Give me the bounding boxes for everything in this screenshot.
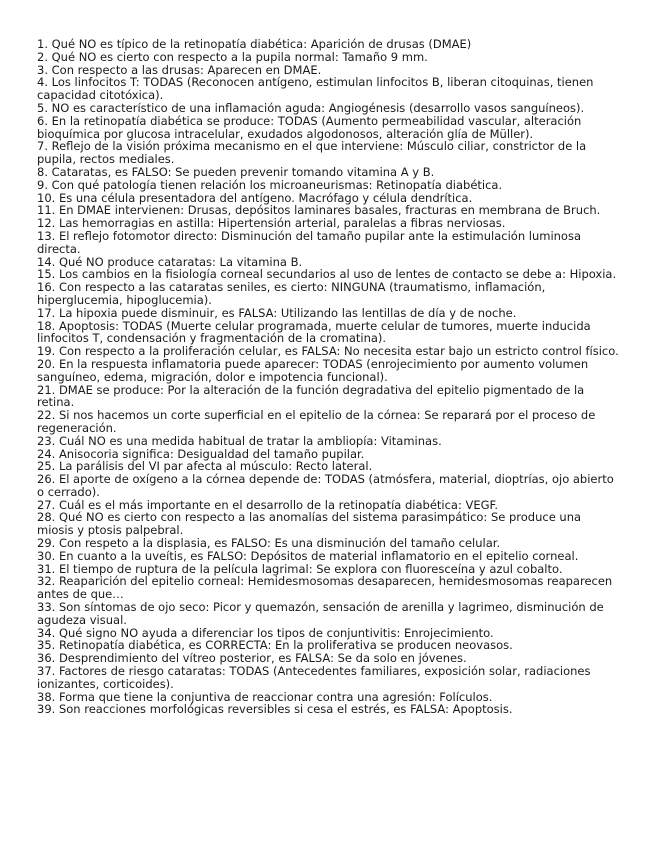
list-item: 1. Qué NO es típico de la retinopatía diabética: Aparición de drusas (DMAE) (37, 37, 472, 51)
list-item: 19. Con respecto a la proliferación celular, es FALSA: No necesita estar bajo un estricto control físico. (37, 344, 619, 359)
list-item: 24. Anisocoria significa: Desigualdad del tamaño pupilar. (37, 446, 365, 461)
list-item: 31. El tiempo de ruptura de la película lagrimal: Se explora con fluoresceína y azul cobalto. (37, 561, 563, 576)
list-item: 35. Retinopatía diabética, es CORRECTA: En la proliferativa se producen neovasos. (37, 638, 513, 653)
list-item: 3. Con respecto a las drusas: Aparecen en DMAE. (37, 62, 322, 77)
document-body (37, 38, 619, 716)
list-item: 10. Es una célula presentadora del antígeno. Macrófago y célula dendrítica. (37, 190, 473, 205)
list-item: 37. Factores de riesgo cataratas: TODAS (Antecedentes familiares, exposición solar, radiaciones ionizantes, corticoides). (37, 664, 591, 691)
list-item: 17. La hipoxia puede disminuir, es FALSA: Utilizando las lentillas de día y de noche. (37, 305, 517, 320)
list-item: 15. Los cambios en la fisiología corneal secundarios al uso de lentes de contacto se debe a: Hipoxia. (37, 267, 617, 282)
list-item: 7. Reflejo de la visión próxima mecanismo en el que interviene: Músculo ciliar, constrictor de la pupila, rectos mediales. (37, 139, 587, 167)
list-item: 5. NO es característico de una inflamación aguda: Angiogénesis (desarrollo vasos sanguíneos). (37, 100, 585, 115)
list-item: 36. Desprendimiento del vítreo posterior, es FALSA: Se da solo en jóvenes. (37, 651, 467, 666)
list-item: 6. En la retinopatía diabética se produce: TODAS (Aumento permeabilidad vascular, alteración bioquímica por glucosa intracelular, exudados algodonosos, alteración glía de Müller). (37, 113, 582, 141)
list-item: 4. Los linfocitos T: TODAS (Reconocen antígeno, estimulan linfocitos B, liberan citoquinas, tienen capacidad citotóxica). (37, 75, 594, 103)
list-item: 26. El aporte de oxígeno a la córnea depende de: TODAS (atmósfera, material, dioptrías, ojo abierto o cerrado). (37, 472, 614, 499)
list-item: 29. Con respeto a la displasia, es FALSO: Es una disminución del tamaño celular. (37, 536, 501, 551)
list-item: 18. Apoptosis: TODAS (Muerte celular programada, muerte celular de tumores, muerte inducida linfocitos T, condensación y fragmentación de la cromatina). (37, 318, 591, 346)
list-item: 16. Con respecto a las cataratas seniles, es cierto: NINGUNA (traumatismo, inflamación, hiperglucemia, hipoglucemia). (37, 280, 546, 307)
list-item: 21. DMAE se produce: Por la alteración de la función degradativa del epitelio pigmentado de la retina. (37, 382, 585, 410)
list-item: 8. Cataratas, es FALSO: Se pueden prevenir tomando vitamina A y B. (37, 164, 435, 179)
list-item: 33. Son síntomas de ojo seco: Picor y quemazón, sensación de arenilla y lagrimeo, disminución de agudeza visual. (37, 600, 604, 627)
list-item: 11. En DMAE intervienen: Drusas, depósitos laminares basales, fracturas en membrana de Bruch. (37, 203, 601, 218)
list-item: 34. Qué signo NO ayuda a diferenciar los tipos de conjuntivitis: Enrojecimiento. (37, 625, 494, 640)
list-item: 39. Son reacciones morfológicas reversibles si cesa el estrés, es FALSA: Apoptosis. (37, 702, 513, 717)
list-item: 14. Qué NO produce cataratas: La vitamina B. (37, 254, 303, 269)
list-item: 38. Forma que tiene la conjuntiva de reaccionar contra una agresión: Folículos. (37, 689, 493, 704)
list-item: 22. Si nos hacemos un corte superficial en el epitelio de la córnea: Se reparará por el proceso de regeneración. (37, 408, 596, 435)
list-item: 20. En la respuesta inflamatoria puede aparecer: TODAS (enrojecimiento por aumento volumen sanguíneo, edema, migración, dolor e impotencia funcional). (37, 356, 589, 384)
list-item: 13. El reflejo fotomotor directo: Disminución del tamaño pupilar ante la estimulación luminosa directa. (37, 228, 582, 256)
list-item: 23. Cuál NO es una medida habitual de tratar la ambliopía: Vitaminas. (37, 433, 442, 448)
list-item: 28. Qué NO es cierto con respecto a las anomalías del sistema parasimpático: Se produce una miosis y ptosis palpebral. (37, 510, 582, 538)
list-item: 30. En cuanto a la uveítis, es FALSO: Depósitos de material inflamatorio en el epitelio corneal. (37, 548, 579, 563)
list-item: 32. Reaparición del epitelio corneal: Hemidesmosomas desaparecen, hemidesmosomas reaparecen antes de que… (37, 574, 613, 602)
list-item: 9. Con qué patología tienen relación los microaneurismas: Retinopatía diabética. (37, 177, 503, 192)
list-item: 12. Las hemorragias en astilla: Hipertensión arterial, paralelas a fibras nerviosas. (37, 216, 506, 231)
list-item: 25. La parálisis del VI par afecta al músculo: Recto lateral. (37, 459, 373, 474)
list-item: 2. Qué NO es cierto con respecto a la pupila normal: Tamaño 9 mm. (37, 49, 428, 64)
list-item: 27. Cuál es el más importante en el desarrollo de la retinopatía diabética: VEGF. (37, 497, 498, 512)
